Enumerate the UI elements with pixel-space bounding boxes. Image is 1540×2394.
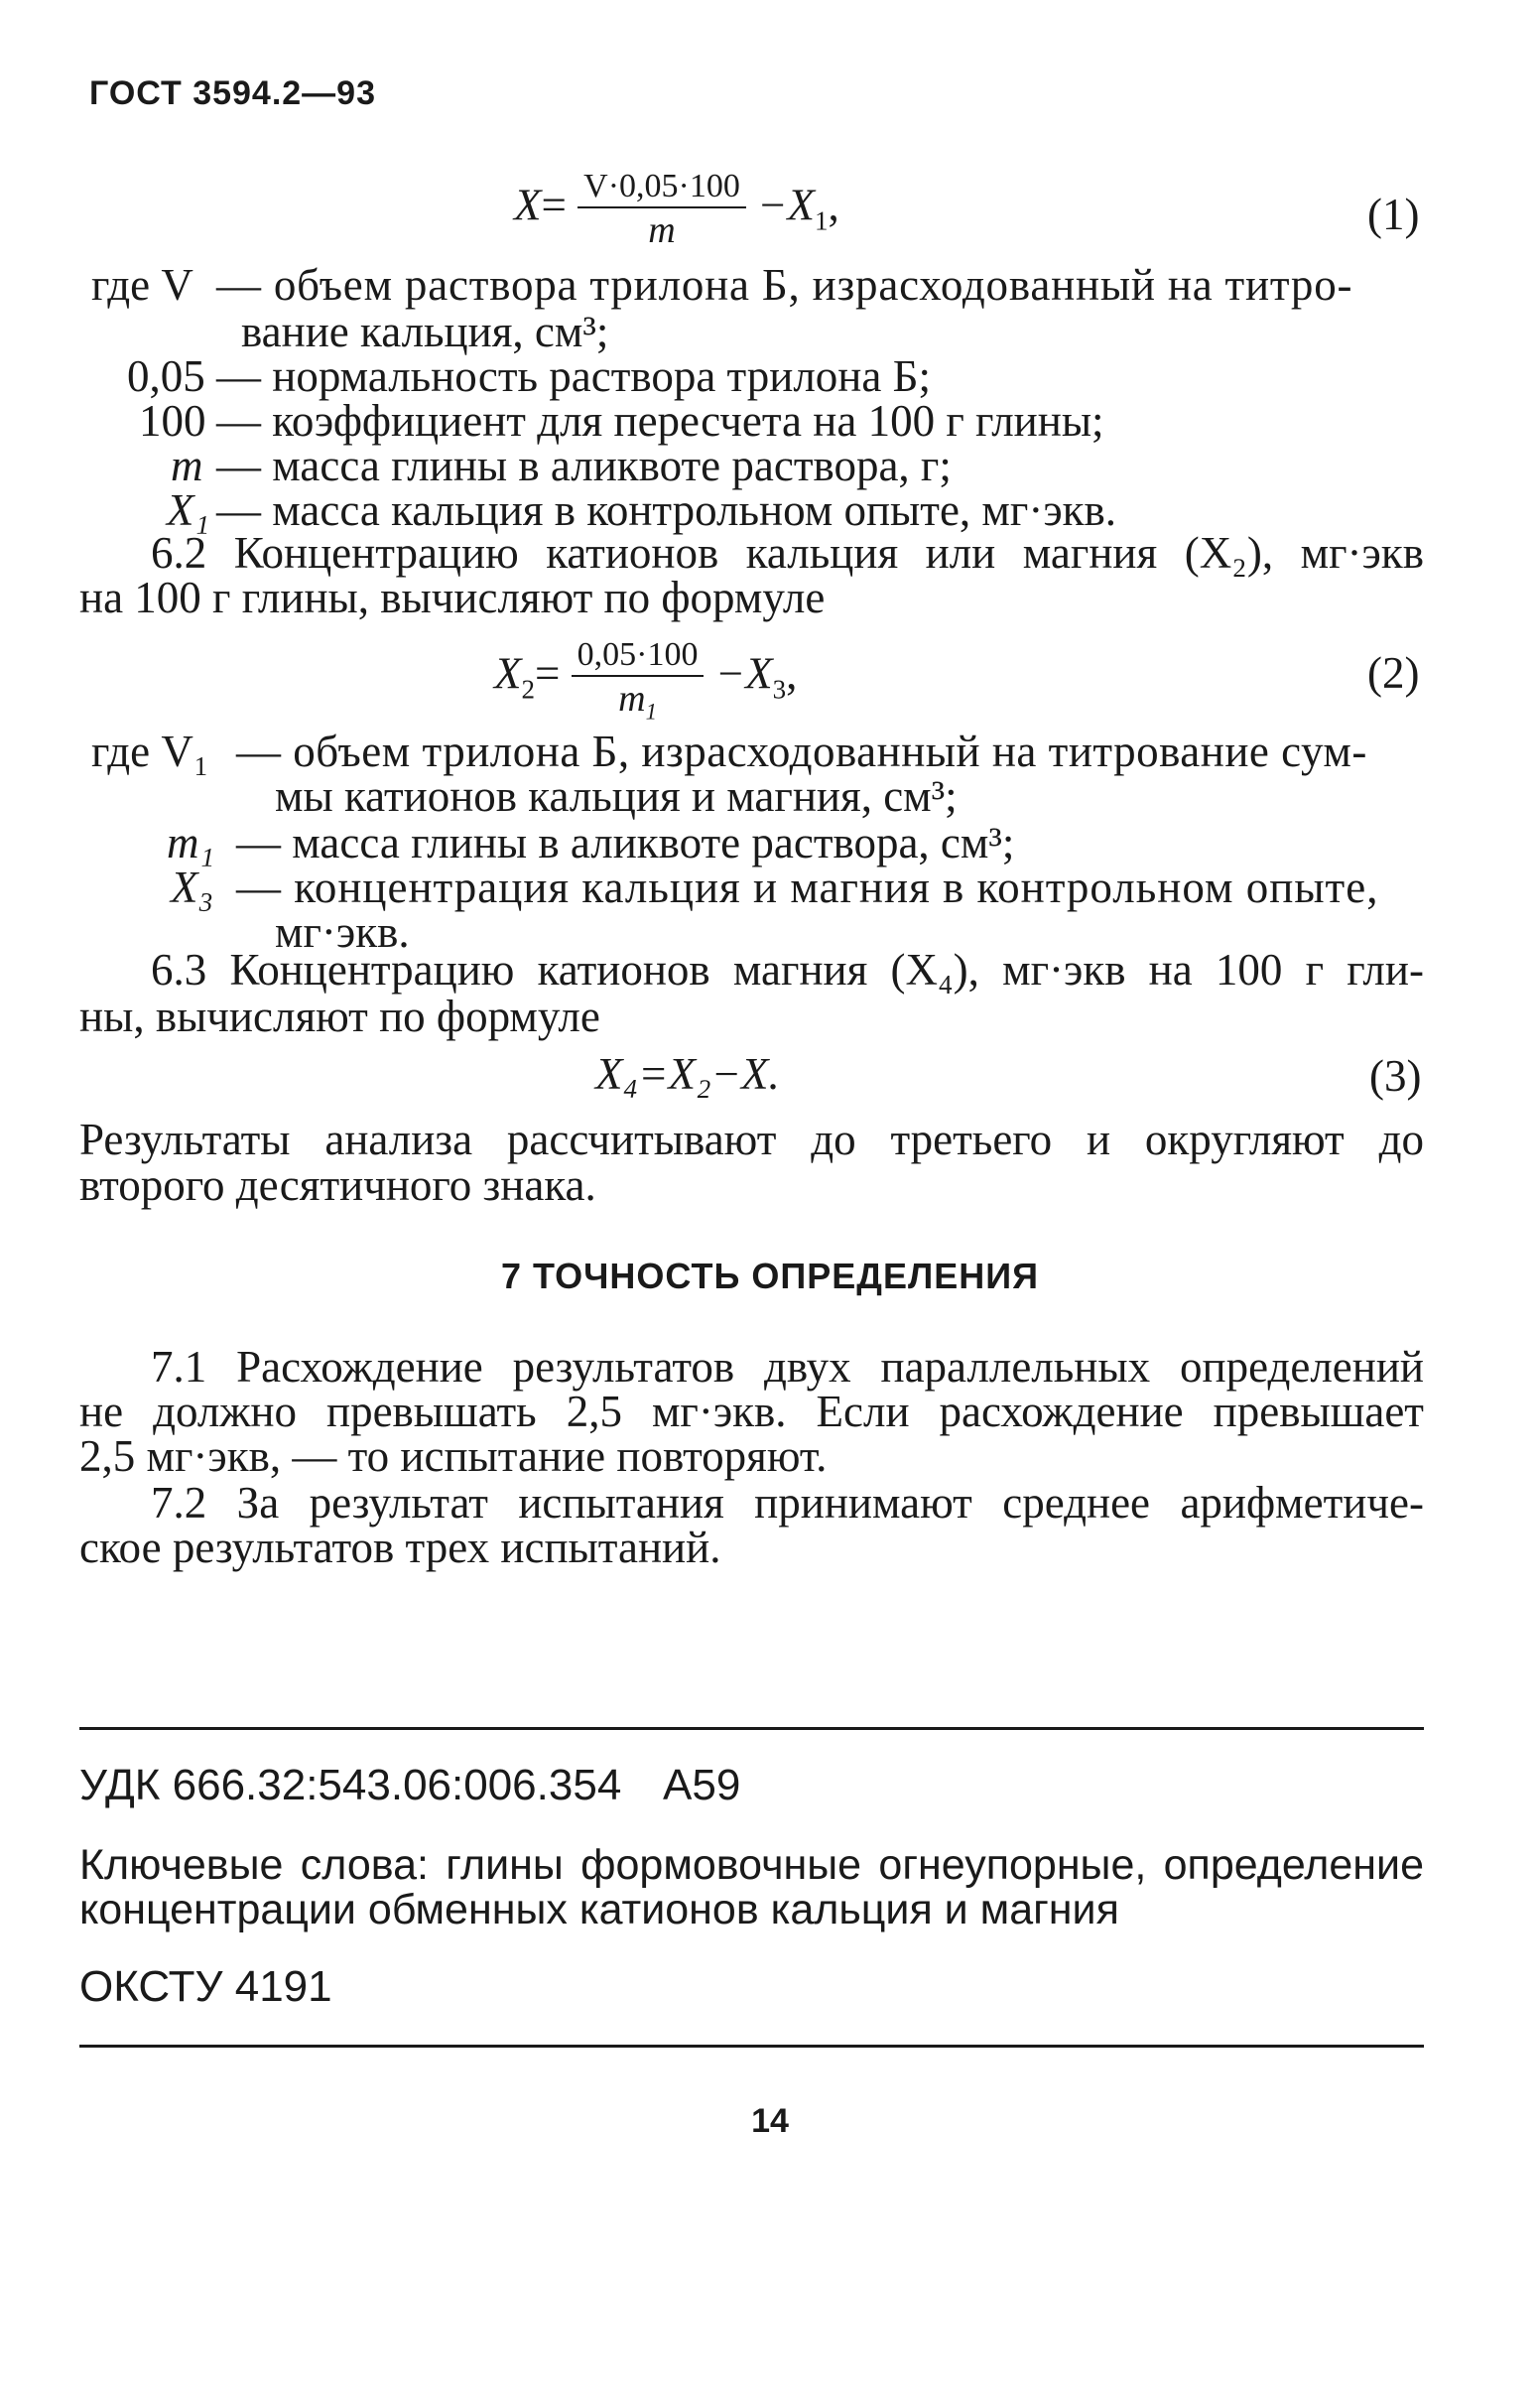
word: рассчитывают [506,1115,777,1164]
word: глины [446,1841,564,1889]
word: магния [1022,528,1158,578]
page-number: 14 [751,2102,789,2140]
word: кальция [745,528,899,578]
formula-1-numerator: V·0,05·100 [583,168,740,204]
def-text: — объем трилона Б, израсходованный на титрование сум- [236,727,1367,776]
word: округляют [1144,1115,1345,1164]
word: 6.3 [151,945,207,995]
formula-1 [514,167,839,252]
def-text: — концентрация кальция и магния в контрольном опыте, [236,863,1379,912]
results-line-1 [79,1116,1424,1163]
formula-1-comma: , [828,180,839,230]
formula-2-denominator [618,677,657,725]
para-7-2-line-2: ское результатов трех испытаний. [79,1523,721,1572]
word: принимают [754,1478,972,1528]
para-7-2-line-1 [79,1479,1424,1527]
word: третьего [890,1115,1053,1164]
formula-1-minus: −X [757,180,815,230]
word: и [1086,1115,1111,1164]
formula-2-minus-sub: 3 [772,674,787,705]
formula-2-numerator: 0,05·100 [577,636,699,673]
def-text: мг·экв. [275,907,410,957]
formula-1-minus-sub: 1 [814,205,829,236]
formula-2-lhs: X [494,648,522,699]
word: результатов [512,1342,735,1392]
word: 7.2 [151,1478,207,1528]
word: анализа [324,1115,473,1164]
word: определений [1179,1342,1424,1392]
para-7-1-line-1 [79,1343,1424,1391]
word: За [236,1478,280,1528]
def-text: — масса кальция в контрольном опыте, мг·экв. [216,485,1117,535]
word: 2,5 [566,1387,622,1436]
word: Концентрацию [229,945,515,995]
word: Ключевые [79,1841,284,1889]
def-sym: X₁ [167,485,210,535]
word: гли- [1347,945,1424,995]
word: Результаты [79,1115,291,1164]
word: до [811,1115,856,1164]
formula-3: X₄=X₂−X. [595,1049,780,1099]
word: катионов [546,528,719,578]
word: мг·экв [1002,945,1126,995]
def-text: — нормальность раствора трилона Б; [216,351,931,401]
para-6-3-line-2: ны, вычисляют по формуле [79,992,600,1041]
document-code: ГОСТ 3594.2—93 [89,74,377,112]
formula-2-eq: = [535,648,561,699]
word: параллельных [880,1342,1151,1392]
formula-2-number: (2) [1367,648,1420,698]
def-sym: m₁ [167,818,215,867]
keywords-line-2: концентрации обменных катионов кальция и магния [79,1886,1119,1933]
word: формовочные [580,1841,862,1889]
word: 7.1 [151,1342,207,1392]
def-sym: X₃ [171,863,214,912]
formula-1-eq: = [541,180,567,230]
word: магния [732,945,868,995]
def-text: вание кальция, см³; [241,307,609,356]
word: г [1305,945,1325,995]
section-7-heading: 7 ТОЧНОСТЬ ОПРЕДЕЛЕНИЯ [501,1256,1039,1296]
word: катионов [537,945,710,995]
word: должно [153,1387,297,1436]
word: 6.2 [151,528,207,578]
para-7-1-line-3: 2,5 мг·экв, — то испытание повторяют. [79,1431,828,1481]
formula-2-minus: −X [714,648,773,699]
word: Концентрацию [233,528,519,578]
def-sym: где V₁ [91,727,209,776]
udk-code: УДК 666.32:543.06:006.354 [79,1761,622,1809]
word: расхождение [939,1387,1184,1436]
word: результат [309,1478,488,1528]
def-text: — объем раствора трилона Б, израсходованный на титро- [216,260,1353,310]
formula-2-comma: , [786,648,798,699]
word: Если [816,1387,910,1436]
results-line-2: второго десятичного знака. [79,1160,596,1210]
word: превышает [1213,1387,1424,1436]
word: мг·экв [1300,528,1424,578]
def-text: — коэффициент для пересчета на 100 г глины; [216,396,1104,446]
formula-1-lhs: X [514,180,542,230]
classification-code: А59 [663,1761,741,1809]
para-6-2-line-2: на 100 г глины, вычисляют по формуле [79,573,826,622]
para-6-3-line-1 [79,946,1424,994]
def-sym: 0,05 [127,351,205,401]
word: или [925,528,996,578]
def-text: — масса глины в аликвоте раствора, см³; [236,818,1015,867]
keywords-line-1 [79,1841,1424,1889]
den-sub: 1 [645,699,657,725]
formula-1-denominator: m [648,209,676,251]
formula-2-lhs-sub: 2 [521,674,535,705]
formula-2-fraction [572,635,705,725]
okstu-code: ОКСТУ 4191 [79,1962,332,2011]
word: арифметиче- [1180,1478,1424,1528]
word: двух [764,1342,851,1392]
def-sym: m [171,441,203,490]
para-7-1-line-2 [79,1388,1424,1435]
word: (X₂), [1184,528,1274,578]
def-sym: 100 [139,396,206,446]
word: слова: [300,1841,429,1889]
word: не [79,1387,124,1436]
def-text: — масса глины в аликвоте раствора, г; [216,441,952,490]
word: определение [1163,1841,1424,1889]
formula-1-fraction [578,167,746,252]
word: испытания [518,1478,724,1528]
word: огнеупорные, [878,1841,1147,1889]
word: 100 [1215,945,1283,995]
word: (X₄), [890,945,979,995]
formula-1-number: (1) [1367,190,1420,239]
den-symbol: m [618,678,646,720]
word: мг·экв. [651,1387,787,1436]
para-6-2-line-1 [79,529,1424,577]
def-text: мы катионов кальция и магния, см³; [275,771,958,821]
word: превышать [326,1387,537,1436]
word: среднее [1002,1478,1151,1528]
formula-3-number: (3) [1369,1051,1422,1101]
word: на [1148,945,1193,995]
word: до [1378,1115,1424,1164]
divider-bottom [79,2045,1424,2048]
word: Расхождение [236,1342,483,1392]
formula-2 [494,635,798,725]
divider-top [79,1727,1424,1730]
def-sym: где V [91,260,193,310]
